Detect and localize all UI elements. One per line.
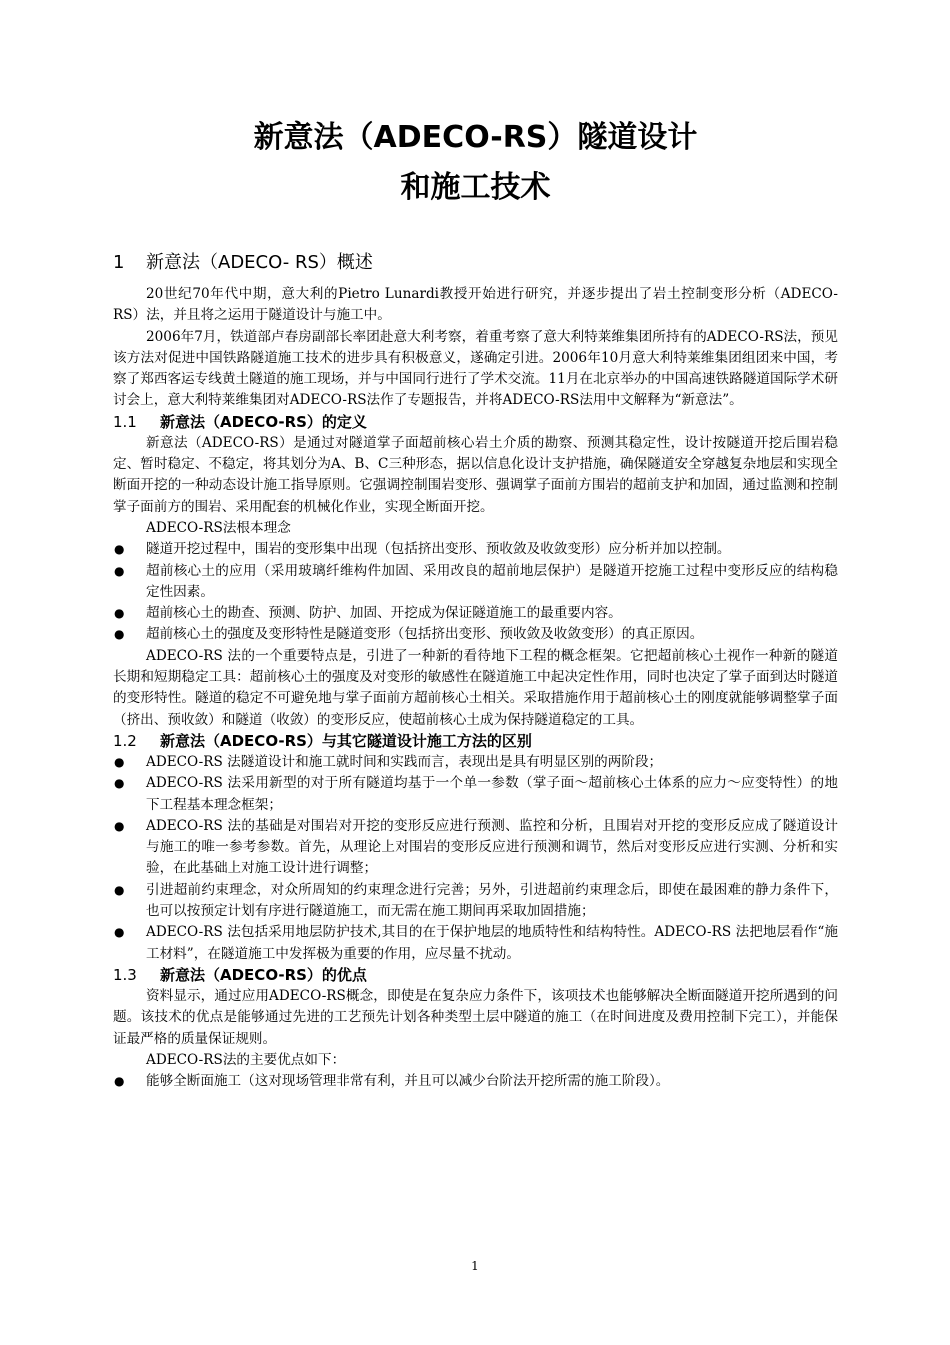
subsection-number: 1.3 <box>113 965 137 984</box>
list-item: ● 能够全断面施工（这对现场管理非常有利，并且可以减少台阶法开挖所需的施工阶段）。 <box>113 1071 838 1092</box>
advantages-list <box>113 1071 838 1092</box>
list-item: ● ADECO-RS 法隧道设计和施工就时间和实践而言，表现出是具有明显区别的两阶段； <box>113 752 838 773</box>
concept-list <box>113 539 838 645</box>
bullet-icon: ● <box>114 1074 125 1089</box>
list-item: ● ADECO-RS 法包括采用地层防护技术,其目的在于保护地层的地质特性和结构特性。ADECO-RS 法把地层看作“施工材料”，在隧道施工中发挥极为重要的作用，应尽量不扰动。 <box>114 924 838 962</box>
list-item: ● 超前核心土的强度及变形特性是隧道变形（包括挤出变形、预收敛及收敛变形）的真正原因。 <box>113 624 838 645</box>
subsection-1-1-heading <box>113 412 838 433</box>
bullet-icon: ● <box>114 882 125 897</box>
paragraph: 资料显示，通过应用ADECO-RS概念，即使是在复杂应力条件下，该项技术也能够解决全断面隧道开挖所遇到的问题。该技术的优点是能够通过先进的工艺预先计划各种类型土层中隧道的施工（在时间进度及费用控制下完工），并能保证最严格的质量保证规则。 <box>113 987 838 1047</box>
bullet-icon: ● <box>114 818 125 833</box>
list-item: ● 超前核心土的勘查、预测、防护、加固、开挖成为保证隧道施工的最重要内容。 <box>113 603 838 624</box>
section-number: 1 <box>113 252 125 273</box>
title-line-2: 和施工技术 <box>400 170 551 205</box>
bullet-icon: ● <box>114 563 125 578</box>
bullet-icon: ● <box>114 776 125 791</box>
bullet-icon: ● <box>114 925 125 940</box>
advantages-label: ADECO-RS法的主要优点如下： <box>146 1051 346 1068</box>
list-item: ● ADECO-RS 法采用新型的对于所有隧道均基于一个单一参数（掌子面～超前核心土体系的应力～应变特性）的地下工程基本理念框架； <box>114 775 838 813</box>
section-title: 新意法（ADECO- RS）概述 <box>146 252 373 273</box>
list-item: ● ADECO-RS 法的基础是对围岩对开挖的变形反应进行预测、监控和分析，且围岩对开挖的变形反应成了隧道设计与施工的唯一参考参数。首先，从理论上对围岩的变形反应进行预测和调节，然后对变形反应进行实测、分析和实验，在此基础上对施工设计进行调整； <box>114 817 838 877</box>
subsection-title: 新意法（ADECO-RS）的优点 <box>160 965 367 984</box>
section-1-heading <box>113 251 838 275</box>
subsection-1-2-heading <box>113 731 838 752</box>
concept-label: ADECO-RS法根本理念 <box>146 519 291 536</box>
paragraph: ADECO-RS 法的一个重要特点是，引进了一种新的看待地下工程的概念框架。它把超前核心土视作一种新的隧道长期和短期稳定工具：超前核心土的强度及对变形的敏感性在隧道施工中起决定性作用，同时也决定了掌子面到达时隧道的变形特性。隧道的稳定不可避免地与掌子面前方超前核心土相关。采取措施作用于超前核心土的刚度就能够调整掌子面（挤出、预收敛）和隧道（收敛）的变形反应，使超前核心土成为保持隧道稳定的工具。 <box>113 647 838 728</box>
subsection-number: 1.1 <box>113 412 137 431</box>
bullet-icon: ● <box>114 754 125 769</box>
subsection-title: 新意法（ADECO-RS）的定义 <box>160 412 367 431</box>
subsection-1-3-heading <box>113 965 838 986</box>
page-number: 1 <box>471 1259 479 1273</box>
paragraph: 2006年7月，铁道部卢春房副部长率团赴意大利考察，着重考察了意大利特莱维集团所持有的ADECO-RS法，预见该方法对促进中国铁路隧道施工技术的进步具有积极意义，遂确定引进。2006年10月意大利特莱维集团组团来中国，考察了郑西客运专线黄土隧道的施工现场，并与中国同行进行了学术交流。11月在北京举办的中国高速铁路隧道国际学术研讨会上，意大利特莱维集团对ADECO-RS法作了专题报告，并将ADECO-RS法用中文解释为“新意法”。 <box>113 328 838 409</box>
bullet-icon: ● <box>114 542 125 557</box>
paragraph: 20世纪70年代中期，意大利的Pietro Lunardi教授开始进行研究，并逐步提出了岩土控制变形分析（ADECO-RS）法，并且将之运用于隧道设计与施工中。 <box>113 286 838 324</box>
list-item: ● 引进超前约束理念，对众所周知的约束理念进行完善；另外，引进超前约束理念后，即使在最困难的静力条件下，也可以按预定计划有序进行隧道施工，而无需在施工期间再采取加固措施； <box>114 881 838 920</box>
bullet-icon: ● <box>114 627 125 642</box>
difference-list <box>113 752 838 965</box>
title-line-1: 新意法（ADECO-RS）隧道设计 <box>253 120 698 155</box>
document-title <box>113 0 838 213</box>
bullet-icon: ● <box>114 606 125 621</box>
subsection-title: 新意法（ADECO-RS）与其它隧道设计施工方法的区别 <box>160 731 532 750</box>
list-item: ● 超前核心土的应用（采用玻璃纤维构件加固、采用改良的超前地层保护）是隧道开挖施工过程中变形反应的结构稳定性因素。 <box>114 562 838 600</box>
subsection-number: 1.2 <box>113 731 137 750</box>
list-item: ● 隧道开挖过程中，围岩的变形集中出现（包括挤出变形、预收敛及收敛变形）应分析并加以控制。 <box>113 539 838 560</box>
paragraph: 新意法（ADECO-RS）是通过对隧道掌子面超前核心岩土介质的勘察、预测其稳定性，设计按隧道开挖后围岩稳定、暂时稳定、不稳定，将其划分为A、B、C三种形态，据以信息化设计支护措施，确保隧道安全穿越复杂地层和实现全断面开挖的一种动态设计施工指导原则。它强调控制围岩变形、强调掌子面前方围岩的超前支护和加固，通过监测和控制掌子面前方的围岩、采用配套的机械化作业，实现全断面开挖。 <box>113 434 838 515</box>
